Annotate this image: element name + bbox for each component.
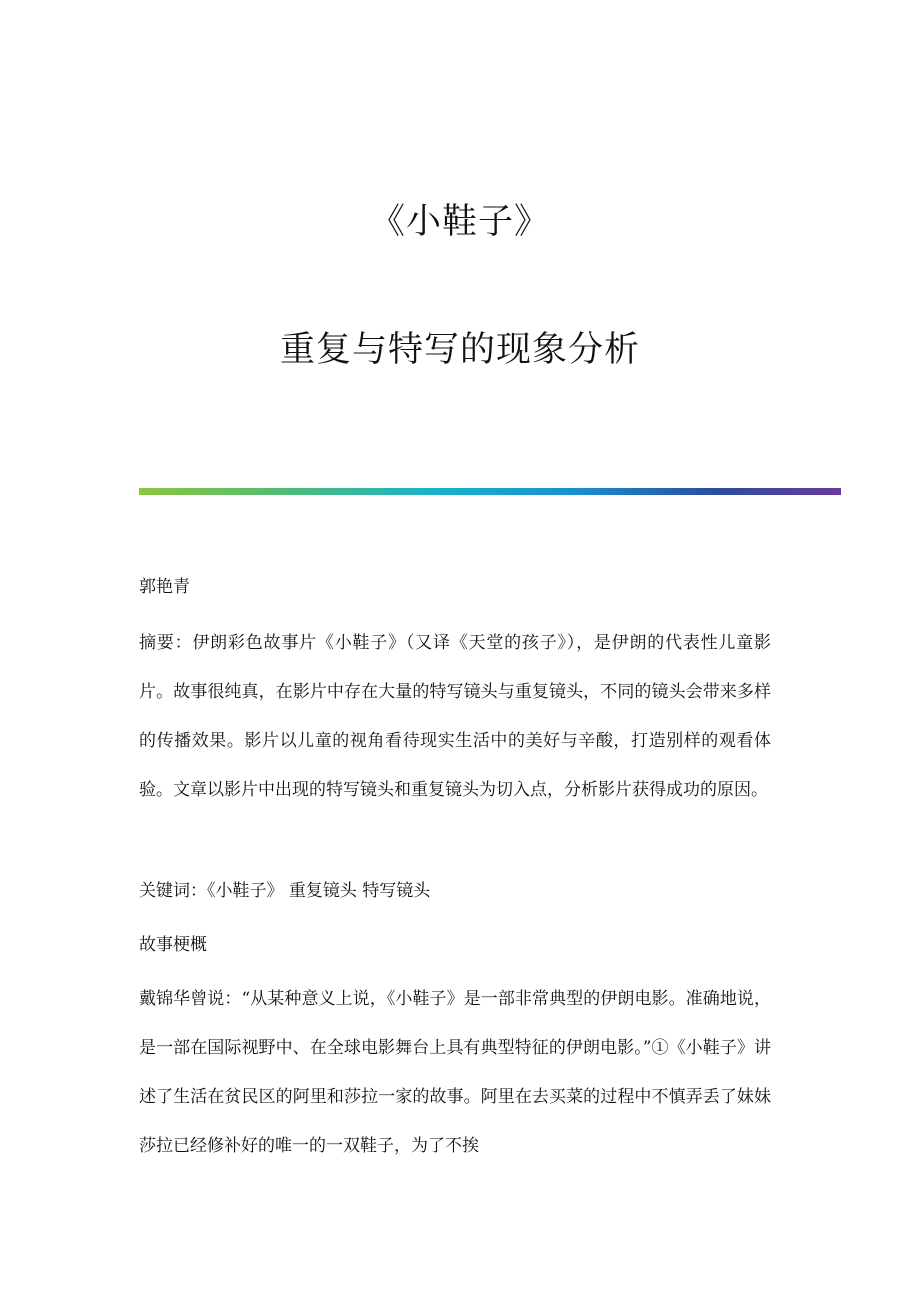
abstract-paragraph: 摘要：伊朗彩色故事片《小鞋子》（又译《天堂的孩子》），是伊朗的代表性儿童影片。故事很纯真，在影片中存在大量的特写镜头与重复镜头，不同的镜头会带来多样的传播效果。影片以儿童的视角看待现实生活中的美好与辛酸，打造别样的观看体验。文章以影片中出现的特写镜头和重复镜头为切入点，分析影片获得成功的原因。 xyxy=(139,633,771,800)
document-title: 《小鞋子》 xyxy=(369,202,550,242)
document-subtitle: 重复与特写的现象分析 xyxy=(279,330,640,370)
keywords-line: 关键词：《小鞋子》 重复镜头 特写镜头 xyxy=(139,881,431,901)
author-name: 郭艳青 xyxy=(139,577,190,597)
intro-paragraph: 戴锦华曾说：“从某种意义上说，《小鞋子》是一部非常典型的伊朗电影。准确地说，是一部在国际视野中、在全球电影舞台上具有典型特征的伊朗电影。”①《小鞋子》讲述了生活在贫民区的阿里和莎拉一家的故事。阿里在去买菜的过程中不慎弄丢了妹妹莎拉已经修补好的唯一的一双鞋子，为了不挨 xyxy=(139,989,771,1156)
title-divider xyxy=(139,488,841,495)
section-heading: 故事梗概 xyxy=(139,935,207,955)
